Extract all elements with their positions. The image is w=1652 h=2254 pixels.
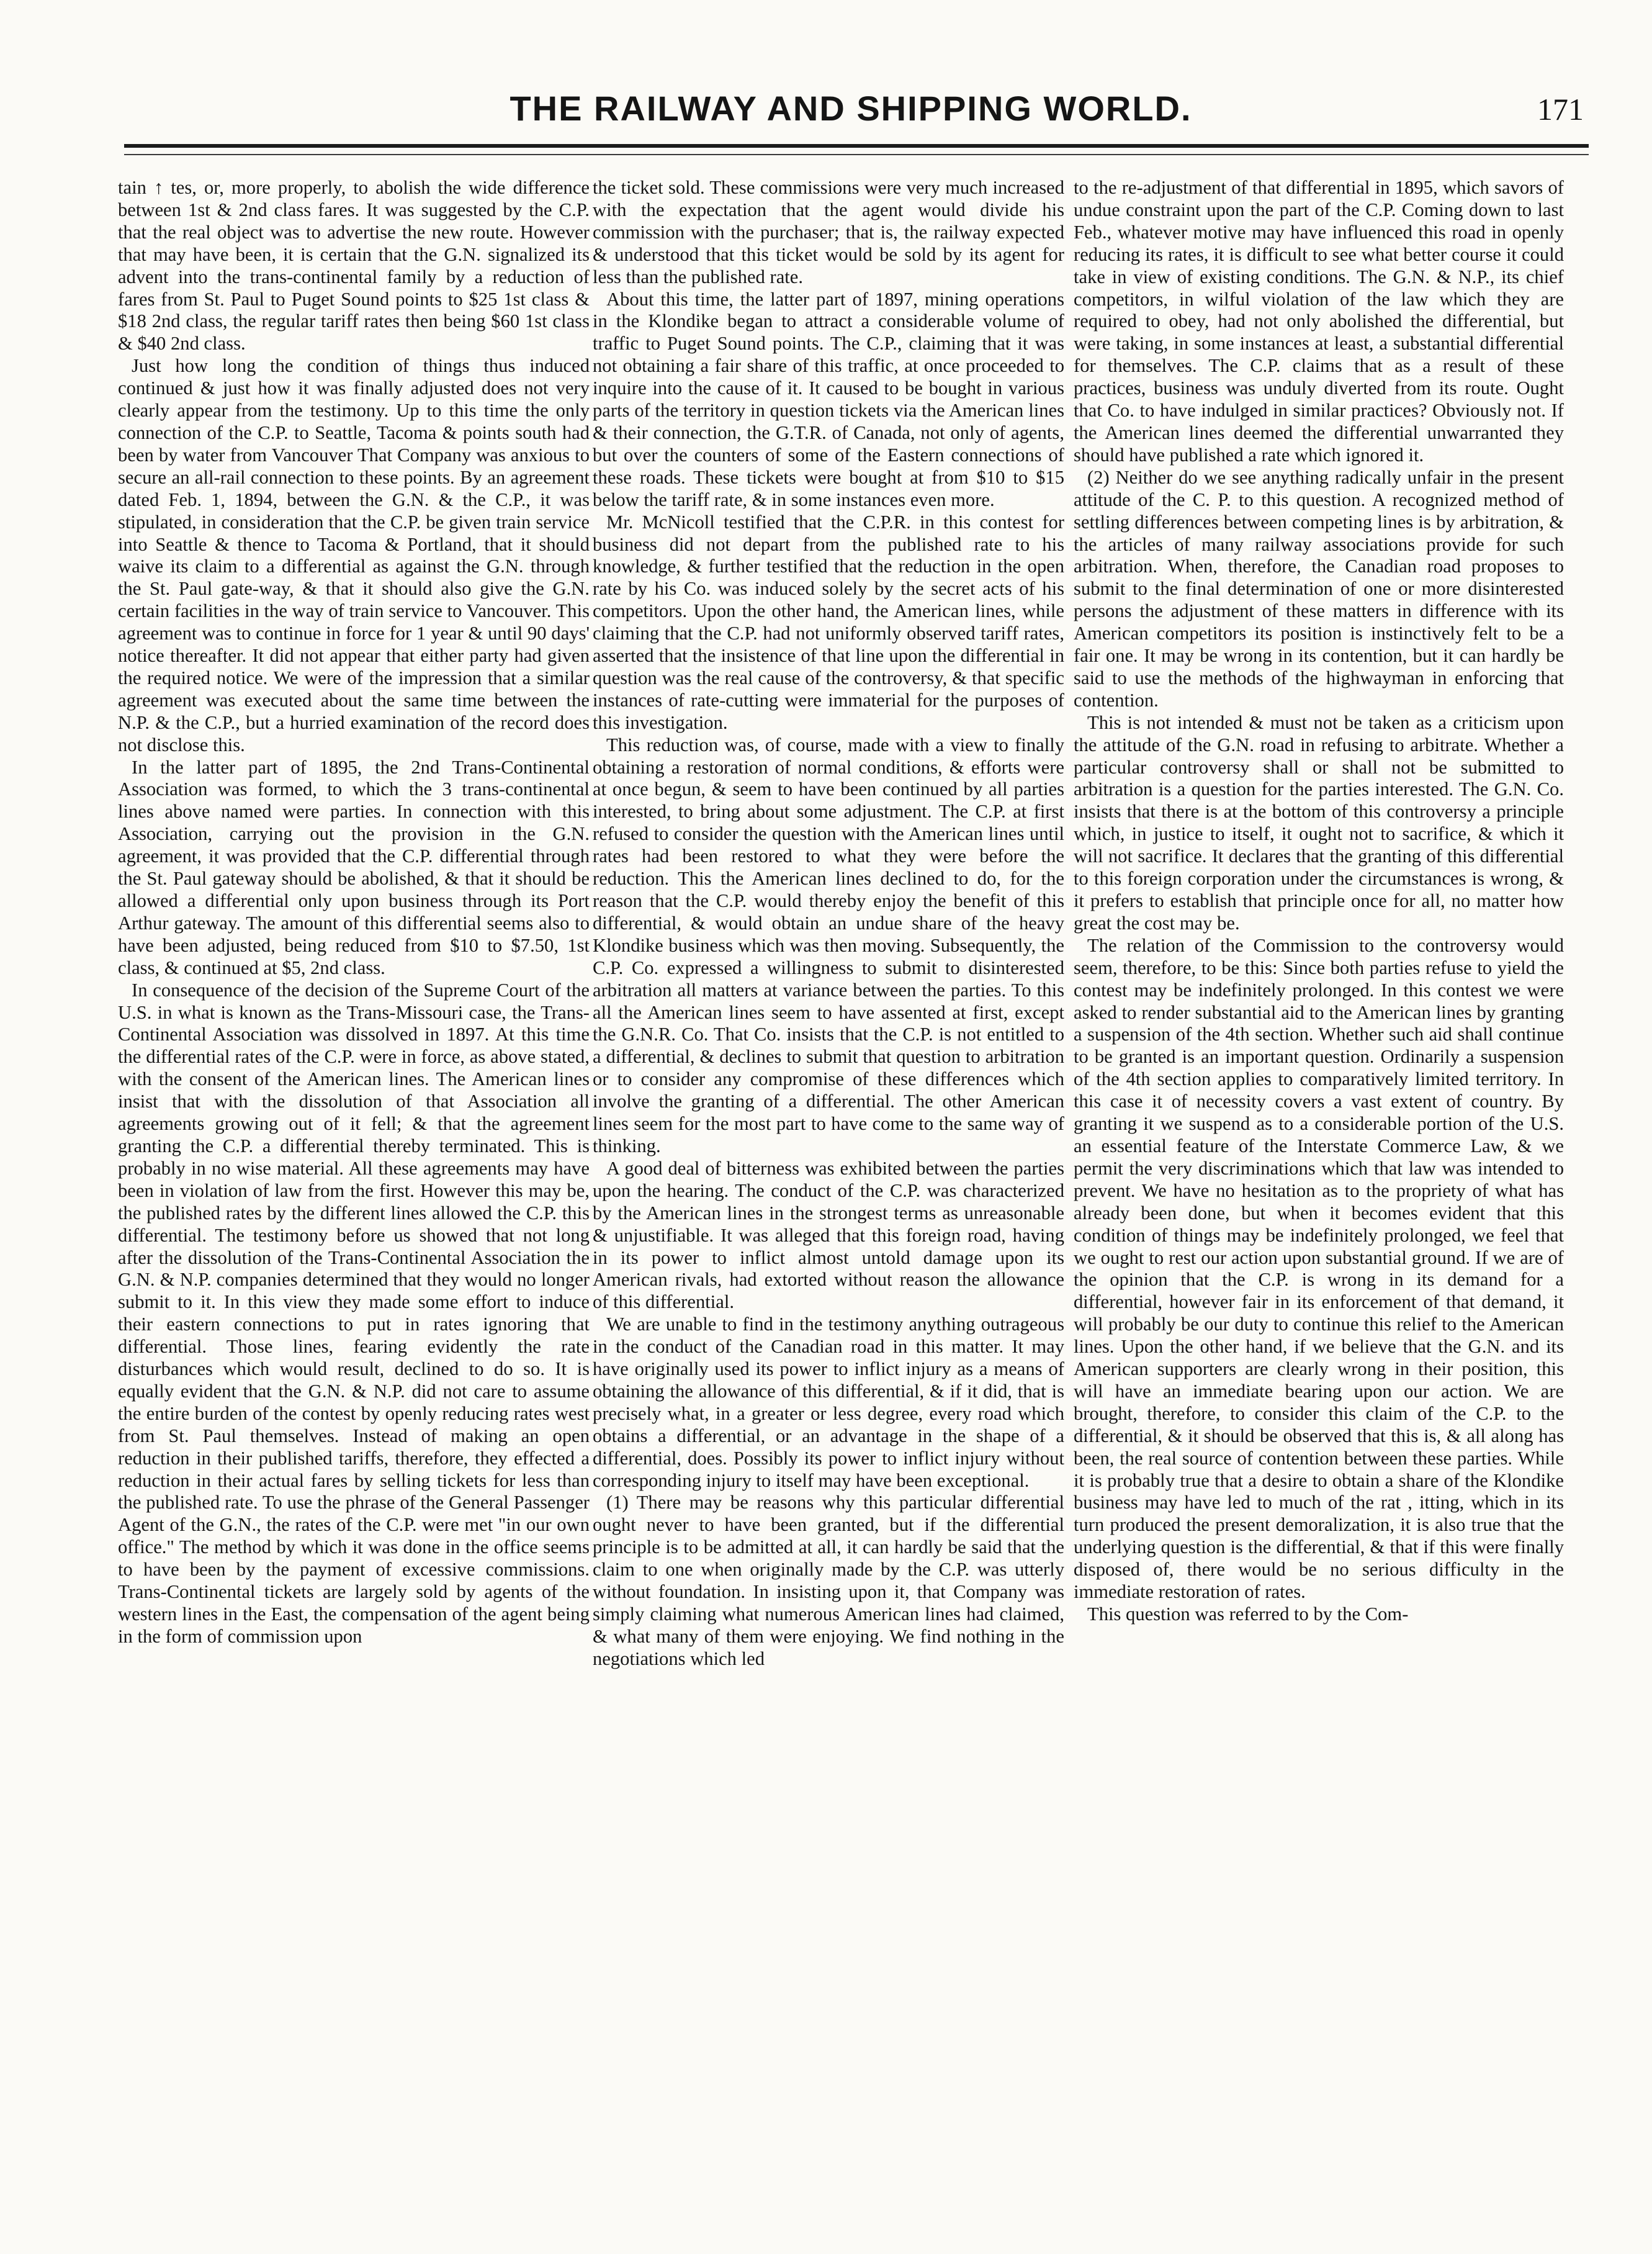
paragraph: Mr. McNicoll testified that the C.P.R. in this contest for business did not depart from the published rate to his knowledge, & further testified that the reduction in the open rate by his Co. was induced solely by the secret acts of his competitors. Upon the other hand, the American lines, while claiming that the C.P. had not uniformly observed tariff rates, asserted that the insistence of that line upon the differential in question was the real cause of the controversy, & that specific instances of rate-cutting were immaterial for the purposes of this investigation. <box>593 511 1064 733</box>
paragraph: We are unable to find in the testimony anything outrageous in the conduct of the Canadian road in this matter. It may have originally used its power to inflict injury as a means of obtaining the allowance of this differential, & if it did, that is precisely what, in a greater or less degree, every road which obtains a differential, or an advantage in the shape of a differential, does. Possibly its power to inflict injury without corresponding injury to itself may have been exceptional. <box>593 1314 1064 1491</box>
paragraph: (2) Neither do we see anything radically unfair in the present attitude of the C. P. to this question. A recognized method of settling differences between competing lines is by arbitration, & the articles of many railway associations provide for such arbitration. When, therefore, the Canadian road proposes to submit to the final determination of one or more disinterested persons the adjustment of these matters in difference with its American competitors its position is instinctively felt to be a fair one. It may be wrong in its contention, but it can hardly be said to use the methods of the highwayman in enforcing that contention. <box>1074 466 1564 711</box>
paragraph: the ticket sold. These commissions were very much increased with the expectation that the agent would divide his commission with the purchaser; that is, the railway expected & understood that this ticket would be sold by its agent for less than the published rate. <box>593 177 1064 287</box>
paragraph: This reduction was, of course, made with a view to finally obtaining a restoration of normal conditions, & efforts were at once begun, & seem to have been continued by all parties interested, to bring about some adjustment. The C.P. at first refused to consider the question with the American lines until rates had been restored to what they were before the reduction. This the American lines declined to do, for the reason that the C.P. would thereby enjoy the benefit of this differential, & would obtain an undue share of the heavy Klondike business which was then moving. Subsequently, the C.P. Co. expressed a willingness to submit to disinterested arbitration all matters at variance between the parties. To this all the American lines seem to have assented at first, except the G.N.R. Co. That Co. insists that the C.P. is not entitled to a differential, & declines to submit that question to arbitration or to consider any compromise of these differences which involve the granting of a differential. The other American lines seem for the most part to have come to the same way of thinking. <box>593 734 1064 1156</box>
text-column-3 <box>1074 177 1564 2188</box>
header-rule-thin <box>124 154 1589 155</box>
header-rule-thick <box>124 144 1589 148</box>
paragraph: Just how long the condition of things thus induced continued & just how it was finally adjusted does not very clearly appear from the testimony. Up to this time the only connection of the C.P. to Seattle, Tacoma & points south had been by water from Vancouver That Company was anxious to secure an all-rail connection to these points. By an agreement dated Feb. 1, 1894, between the G.N. & the C.P., it was stipulated, in consideration that the C.P. be given train service into Seattle & thence to Tacoma & Portland, that it should waive its claim to a differential as against the G.N. through the St. Paul gate-way, & that it should also give the G.N. certain facilities in the way of train service to Vancouver. This agreement was to continue in force for 1 year & until 90 days' notice thereafter. It did not appear that either party had given the required notice. We were of the impression that a similar agreement was executed about the same time between the N.P. & the C.P., but a hurried examination of the record does not disclose this. <box>118 355 590 755</box>
paragraph: This question was referred to by the Com- <box>1087 1603 1409 1625</box>
paragraph: A good deal of bitterness was exhibited between the parties upon the hearing. The conduct of the C.P. was characterized by the American lines in the strongest terms as unreasonable & unjustifiable. It was alleged that this foreign road, having in its power to inflict almost untold damage upon its American rivals, had extorted without reason the allowance of this differential. <box>593 1157 1064 1313</box>
page-number: 171 <box>1537 92 1584 127</box>
paragraph: tain ↑ tes, or, more properly, to abolish the wide difference between 1st & 2nd class fares. It was suggested by the C.P. that the real object was to advertise the new route. However that may have been, it is certain that the G.N. signalized its advent into the trans-continental family by a reduction of fares from St. Paul to Puget Sound points to $25 1st class & $18 2nd class, the regular tariff rates then being $60 1st class & $40 2nd class. <box>118 177 590 354</box>
text-column-2 <box>593 177 1064 2188</box>
paragraph: In consequence of the decision of the Supreme Court of the U.S. in what is known as the Trans-Missouri case, the Trans-Continental Association was dissolved in 1897. At this time the differential rates of the C.P. were in force, as above stated, with the consent of the American lines. The American lines insist that with the dissolution of that Association all agreements growing out of it fell; & that the agreement granting the C.P. a differential thereby terminated. This is probably in no wise material. All these agreements may have been in violation of law from the first. However this may be, the published rates by the different lines allowed the C.P. this differential. The testimony before us showed that not long after the dissolution of the Trans-Continental Association the G.N. & N.P. companies determined that they would no longer submit to it. In this view they made some effort to induce their eastern connections to put in rates ignoring that differential. Those lines, fearing evidently the rate disturbances which would result, declined to do so. It is equally evident that the G.N. & N.P. did not care to assume the entire burden of the contest by openly reducing rates west from St. Paul themselves. Instead of making an open reduction in their published tariffs, therefore, they effected a reduction in their actual fares by selling tickets for less than the published rate. To use the phrase of the General Passenger Agent of the G.N., the rates of the C.P. were met "in our own office." The method by which it was done in the office seems to have been by the payment of excessive commissions. Trans-Continental tickets are largely sold by agents of the western lines in the East, the compensation of the agent being in the form of commission upon <box>118 979 590 1647</box>
paragraph: In the latter part of 1895, the 2nd Trans-Continental Association was formed, to which the 3 trans-continental lines above named were parties. In connection with this Association, carrying out the provision in the G.N. agreement, it was provided that the C.P. differential through the St. Paul gateway should be abolished, & that it should be allowed a differential only upon business through its Port Arthur gateway. The amount of this differential seems also to have been adjusted, being reduced from $10 to $7.50, 1st class, & continued at $5, 2nd class. <box>118 756 590 978</box>
paragraph: to the re-adjustment of that differential in 1895, which savors of undue constraint upon the part of the C.P. Coming down to last Feb., whatever motive may have influenced this road in openly reducing its rates, it is difficult to see what better course it could take in view of existing conditions. The G.N. & N.P., its chief competitors, in wilful violation of the law which they are required to obey, had not only abolished the differential, but were taking, in some instances at least, a substantial differential for themselves. The C.P. claims that as a result of these practices, business was unduly diverted from its route. Ought that Co. to have indulged in similar practices? Obviously not. If the American lines deemed the differential unwarranted they should have published a rate which ignored it. <box>1074 177 1564 466</box>
paragraph: About this time, the latter part of 1897, mining operations in the Klondike began to attract a considerable volume of traffic to Puget Sound points. The C.P., claiming that it was not obtaining a fair share of this traffic, at once proceeded to inquire into the cause of it. It caused to be bought in various parts of the territory in question tickets via the American lines & their connection, the G.T.R. of Canada, not only of agents, but over the counters of some of the Eastern connections of these roads. These tickets were bought at from $10 to $15 below the tariff rate, & in some instances even more. <box>593 288 1064 510</box>
paragraph: The relation of the Commission to the controversy would seem, therefore, to be this: Since both parties refuse to yield the contest may be indefinitely prolonged. In this contest we were asked to render substantial aid to the American lines by granting a suspension of the 4th section. Whether such aid shall continue to be granted is an important question. Ordinarily a suspension of the 4th section applies to comparatively limited territory. In this case it of necessity covers a vast extent of country. By granting it we suspend as to a considerable portion of the U.S. an essential feature of the Interstate Commerce Law, & we permit the very discriminations which that law was intended to prevent. We have no hesitation as to the propriety of what has already been done, but when it becomes evident that this condition of things may be indefinitely prolonged, we feel that we ought to rest our action upon substantial ground. If we are of the opinion that the C.P. is wrong in its demand for a differential, however fair in its enforcement of that demand, it will probably be our duty to continue this relief to the American lines. Upon the other hand, if we believe that the G.N. and its American supporters are clearly wrong in their position, this will have an immediate bearing upon our action. We are brought, therefore, to consider this claim of the C.P. to the differential, & it should be observed that this is, & all along has been, the real source of contention between these parties. While it is probably true that a desire to obtain a share of the Klondike business may have led to much of the rat , itting, which in its turn produced the present demoralization, it is also true that the underlying question is the differential, & that if this were finally disposed of, there would be no serious difficulty in the immediate restoration of rates. <box>1074 934 1564 1603</box>
paragraph: This is not intended & must not be taken as a criticism upon the attitude of the G.N. road in refusing to arbitrate. Whether a particular controversy shall or shall not be submitted to arbitration is a question for the parties interested. The G.N. Co. insists that there is at the bottom of this controversy a principle which, in justice to itself, it ought not to sacrifice, & which it will not sacrifice. It declares that the granting of this differential to this foreign corporation under the circumstances is wrong, & it prefers to establish that principle once for all, no matter how great the cost may be. <box>1074 711 1564 934</box>
text-column-1 <box>118 177 590 2188</box>
paragraph: (1) There may be reasons why this particular differential ought never to have been granted, but if the differential principle is to be admitted at all, it can hardly be said that the claim to one when originally made by the C.P. was utterly without foundation. In insisting upon it, that Company was simply claiming what numerous American lines had claimed, & what many of them were enjoying. We find nothing in the negotiations which led <box>593 1492 1064 1669</box>
masthead-title: THE RAILWAY AND SHIPPING WORLD. <box>510 89 1192 128</box>
page-header <box>118 87 1584 143</box>
